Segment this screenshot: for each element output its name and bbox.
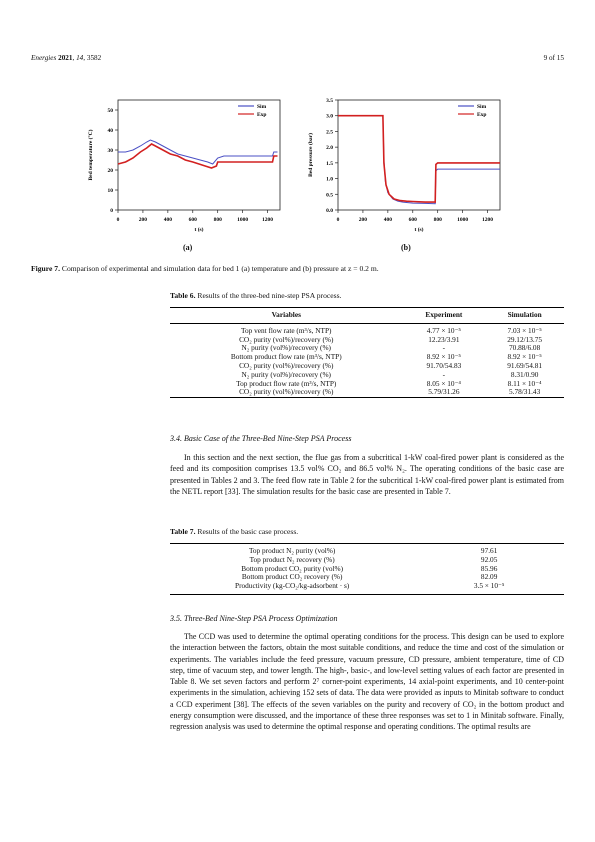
y-tick-label: 1.5 bbox=[326, 160, 333, 167]
table6-cell: 8.31/0.90 bbox=[510, 369, 539, 379]
table7 bbox=[170, 543, 564, 595]
table6-cell: Top vent flow rate (m³/s, NTP) bbox=[241, 325, 332, 335]
table6-cell: 4.77 × 10⁻⁵ bbox=[426, 325, 461, 335]
y-tick-label: 2.5 bbox=[326, 129, 333, 136]
table6-row bbox=[170, 344, 564, 353]
table6-cell: CO₂ purity (vol%)/recovery (%) bbox=[239, 334, 334, 344]
figure-caption: Figure 7. Comparison of experimental and simulation data for bed 1 (a) temperature and (b) pressure at z = 0.2 m. bbox=[31, 264, 379, 273]
x-tick-label: 400 bbox=[163, 217, 172, 223]
y-tick-label: 0.0 bbox=[326, 208, 333, 214]
section-3-5-title: 3.5. Three-Bed Nine-Step PSA Process Optimization bbox=[170, 614, 338, 623]
y-tick-label: 0 bbox=[110, 208, 113, 214]
table7-caption: Table 7. Results of the basic case process. bbox=[170, 527, 299, 536]
x-tick-label: 600 bbox=[188, 217, 197, 223]
table7-cell: 85.96 bbox=[480, 563, 498, 573]
table7-cell: Top product N₂ recovery (%) bbox=[249, 554, 335, 564]
x-axis-label: t (s) bbox=[414, 227, 424, 233]
table7-cell: 97.61 bbox=[480, 546, 498, 555]
series-line-sim bbox=[118, 140, 278, 164]
y-tick-label: 0.5 bbox=[326, 192, 333, 199]
table7-cell: Bottom product CO₂ recovery (%) bbox=[241, 572, 343, 582]
y-tick-label: 40 bbox=[107, 128, 113, 134]
y-axis-label: Bed pressure (bar) bbox=[308, 133, 314, 177]
table6-cell: 12.23/3.91 bbox=[428, 334, 460, 344]
table6-cell: CO₂ purity (vol%)/recovery (%) bbox=[239, 387, 334, 397]
x-tick-label: 600 bbox=[408, 217, 417, 223]
x-tick-label: 400 bbox=[383, 217, 392, 223]
y-tick-label: 1.0 bbox=[326, 176, 333, 183]
x-tick-label: 800 bbox=[213, 217, 222, 223]
y-tick-label: 20 bbox=[107, 168, 113, 174]
table6-row bbox=[170, 353, 564, 362]
table6-caption: Table 6. Results of the three-bed nine-step PSA process. bbox=[170, 291, 342, 300]
subfigure-label-b: (b) bbox=[401, 243, 411, 252]
table6-cell: 8.05 × 10⁻⁴ bbox=[426, 378, 461, 388]
x-tick-label: 200 bbox=[138, 217, 148, 223]
section-3-4-body: In this section and the next section, the flue gas from a subcritical 1-kW coal-fired power plant is considered as the feed and its composition comprises 13.5 vol% CO₂ and 86.5 vol% N₂. The operating conditions of the basic case are presented in Tables 2 and 3. The feed flow rate in Table 2 for the subcritical 1-kW coal-fired power plant is estimated from the NETL report [33]. The simulation results for the basic case are presented in Table 7. bbox=[170, 453, 564, 496]
table6-cell: N₂ purity (vol%)/recovery (%) bbox=[241, 343, 331, 353]
x-axis-label: t (s) bbox=[194, 227, 204, 233]
legend-label-exp: Exp bbox=[257, 112, 267, 118]
y-tick-label: 30 bbox=[107, 148, 113, 154]
table7-cell: 3.5 × 10⁻⁵ bbox=[473, 581, 505, 591]
table6-cell: 8.11 × 10⁻⁴ bbox=[507, 378, 542, 388]
table6-cell: Top product flow rate (m³/s, NTP) bbox=[236, 378, 337, 388]
table6-cell: N₂ purity (vol%)/recovery (%) bbox=[241, 369, 331, 379]
table6 bbox=[170, 307, 564, 398]
table6-row bbox=[170, 336, 564, 345]
table6-cell: 29.12/13.75 bbox=[507, 334, 543, 344]
y-tick-label: 50 bbox=[107, 108, 113, 114]
table7-row bbox=[170, 582, 564, 594]
table6-header-experiment: Experiment bbox=[425, 310, 463, 319]
table6-cell: 8.92 × 10⁻⁵ bbox=[507, 352, 542, 362]
table7-body bbox=[170, 544, 564, 595]
x-tick-label: 1200 bbox=[262, 217, 274, 223]
table6-row bbox=[170, 371, 564, 380]
table6-body bbox=[170, 323, 564, 397]
table6-cell: 7.03 × 10⁻⁵ bbox=[507, 325, 542, 335]
chart-a bbox=[80, 92, 295, 242]
x-tick-label: 0 bbox=[116, 217, 120, 223]
y-tick-label: 2.0 bbox=[326, 145, 333, 152]
chart-b bbox=[300, 92, 515, 242]
table7-cell: 92.05 bbox=[480, 554, 498, 564]
x-tick-label: 1000 bbox=[237, 217, 249, 223]
table6-header-variables: Variables bbox=[271, 310, 301, 319]
table7-cell: Bottom product CO₂ purity (vol%) bbox=[241, 563, 344, 573]
table7-row bbox=[170, 565, 564, 574]
legend-label-sim: Sim bbox=[257, 104, 267, 110]
table6-header-row bbox=[170, 308, 564, 324]
running-header bbox=[31, 54, 564, 62]
subfigure-label-a: (a) bbox=[183, 243, 193, 252]
y-tick-label: 10 bbox=[107, 188, 113, 194]
table6-cell: CO₂ purity (vol%)/recovery (%) bbox=[239, 360, 334, 370]
table6-row bbox=[170, 380, 564, 389]
section-3-5-body: The CCD was used to determine the optimal operating conditions for the process. This design can be used to explore the interaction between the factors, obtain the most suitable conditions, and reduce the time and cost of the simulation or experiments. The variables include the feed pressure, vacuum pressure, CD pressure, ambient temperature, time of CD step, time of vacuum step, and tower length. The high-, basic-, and low-level setting values of each factor are presented in Table 8. We set seven factors and perform 2⁷ corner-point experiments, 14 axial-point experiments, and 10 center-point experiments in the simulation, achieving 152 sets of data. The data were provided as inputs to Minitab software to conduct a CCD experiment [38]. The effects of the seven variables on the purity and recovery of CO₂ in the bottom product and energy consumption were discussed, and the importance of these three responses was set to 1 in Minitab software. Finally, regression analysis was used to determine the optimal response and operating conditions. The optimal results are bbox=[170, 632, 564, 732]
x-tick-label: 1200 bbox=[482, 217, 494, 223]
x-tick-label: 1000 bbox=[457, 217, 469, 223]
table6-row bbox=[170, 362, 564, 371]
y-axis-label: Bed temperature (°C) bbox=[88, 129, 94, 181]
table7-row bbox=[170, 556, 564, 565]
table7-cell: Top product N₂ purity (vol%) bbox=[248, 546, 336, 555]
table7-cell: Productivity (kg-CO₂/kg-adsorbent · s) bbox=[235, 581, 350, 591]
x-tick-label: 200 bbox=[358, 217, 368, 223]
table7-row bbox=[170, 573, 564, 582]
journal-citation: Energies 2021, 14, 3582 bbox=[31, 54, 102, 62]
table6-cell: - bbox=[442, 343, 446, 353]
table7-cell: 82.09 bbox=[480, 572, 498, 582]
series-line-sim bbox=[338, 116, 500, 204]
page-number: 9 of 15 bbox=[543, 54, 564, 62]
x-tick-label: 800 bbox=[433, 217, 442, 223]
legend-label-exp: Exp bbox=[477, 112, 487, 118]
table6-cell: 5.78/31.43 bbox=[509, 387, 541, 397]
y-tick-label: 3.0 bbox=[326, 113, 333, 120]
table6-cell: - bbox=[442, 369, 446, 379]
table6-row bbox=[170, 323, 564, 335]
table6-header-simulation: Simulation bbox=[507, 310, 542, 319]
table6-cell: 70.88/6.08 bbox=[509, 343, 541, 353]
table7-row bbox=[170, 544, 564, 556]
table6-cell: 91.69/54.81 bbox=[507, 360, 543, 370]
table6-row bbox=[170, 388, 564, 397]
legend-label-sim: Sim bbox=[477, 104, 487, 110]
plot-frame bbox=[118, 100, 280, 210]
section-3-4-title: 3.4. Basic Case of the Three-Bed Nine-Step PSA Process bbox=[170, 434, 352, 443]
table6-cell: Bottom product flow rate (m³/s, NTP) bbox=[230, 352, 342, 362]
y-tick-label: 3.5 bbox=[326, 98, 333, 104]
table6-cell: 91.70/54.83 bbox=[426, 360, 462, 370]
table6-cell: 5.79/31.26 bbox=[428, 387, 460, 397]
table6-cell: 8.92 × 10⁻⁵ bbox=[426, 352, 461, 362]
x-tick-label: 0 bbox=[336, 217, 340, 223]
series-line-exp bbox=[338, 116, 500, 202]
